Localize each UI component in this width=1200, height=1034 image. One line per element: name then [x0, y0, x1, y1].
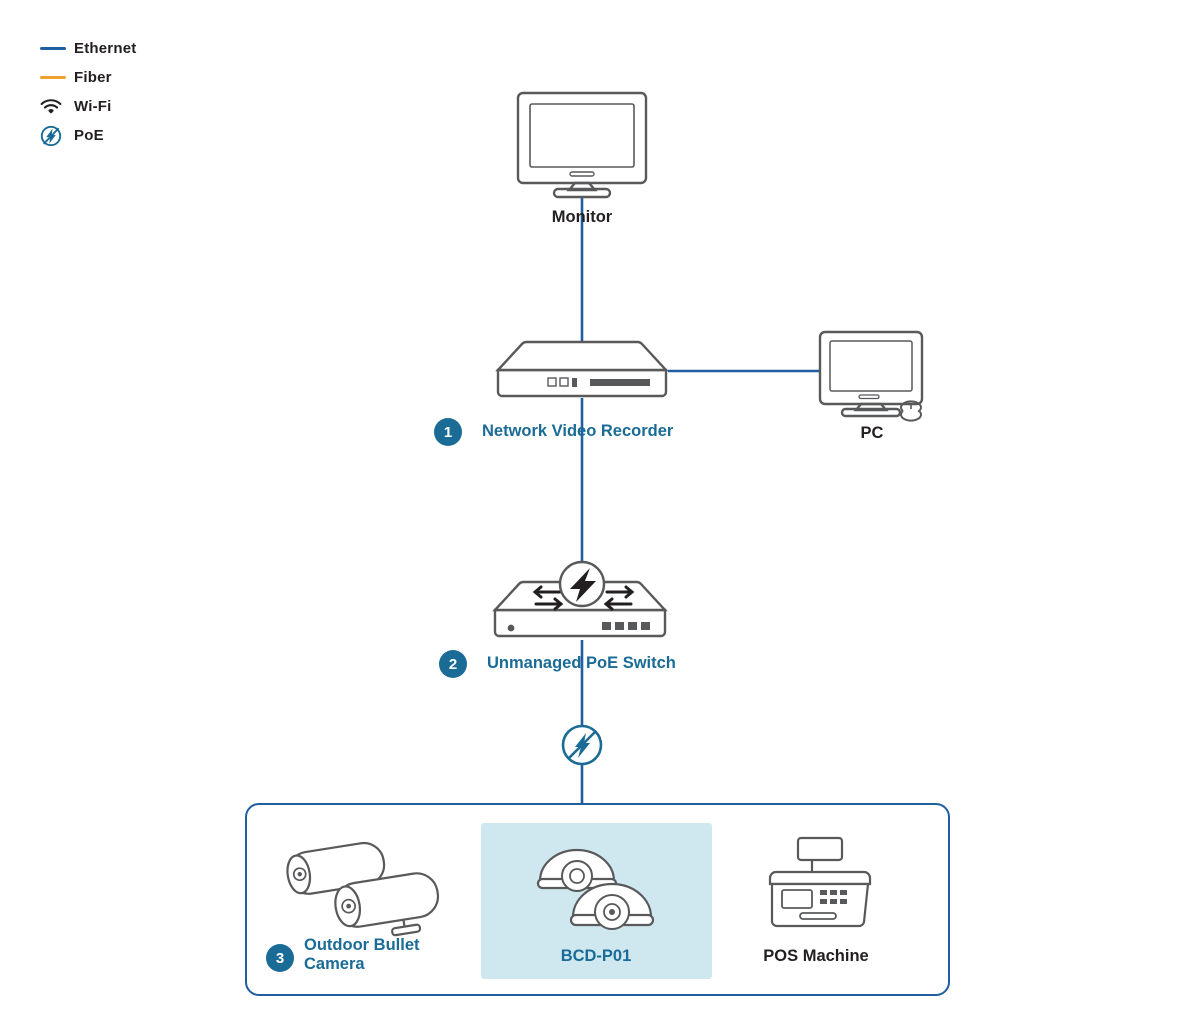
dome-camera-icon — [538, 850, 653, 929]
dome-camera-label: BCD-P01 — [560, 947, 632, 965]
connection-lines — [582, 198, 820, 803]
switch-label: Unmanaged PoE Switch — [487, 654, 676, 672]
legend-item-label: Ethernet — [74, 40, 137, 57]
nvr-icon — [498, 342, 666, 396]
legend-item-label: Wi-Fi — [74, 98, 112, 115]
bullet-camera-badge: 3 — [266, 944, 294, 972]
legend-item-label: PoE — [74, 127, 104, 144]
nvr-badge: 1 — [434, 418, 462, 446]
pos-machine-label: POS Machine — [763, 947, 869, 965]
monitor-icon — [518, 93, 646, 197]
poe-switch-icon — [495, 562, 665, 636]
monitor-label: Monitor — [551, 208, 613, 226]
pos-machine-icon — [770, 838, 870, 926]
pc-icon — [820, 332, 922, 421]
nvr-label: Network Video Recorder — [482, 422, 674, 440]
poe-link-badge-icon — [563, 726, 601, 764]
bullet-camera-label: Outdoor Bullet Camera — [304, 936, 420, 973]
legend-item-label: Fiber — [74, 69, 112, 86]
bullet-camera-icon — [285, 840, 444, 944]
switch-badge: 2 — [439, 650, 467, 678]
pc-label: PC — [860, 424, 884, 442]
